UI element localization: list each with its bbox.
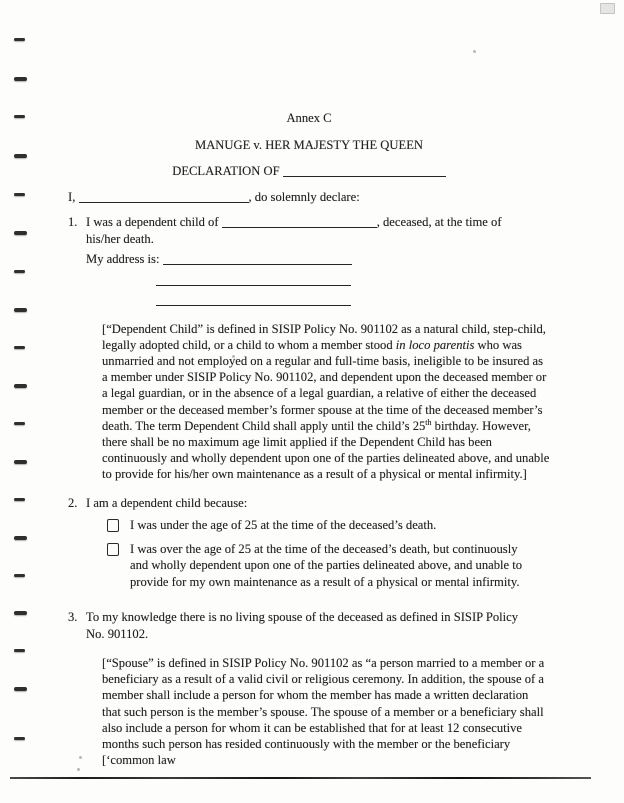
scan-dash-mark bbox=[14, 460, 27, 464]
scan-speck bbox=[473, 50, 476, 53]
address-blank-3[interactable] bbox=[156, 293, 351, 306]
scan-dash-mark bbox=[14, 611, 27, 615]
checkbox-option-under-25 bbox=[107, 517, 538, 534]
scan-dash-mark bbox=[14, 687, 27, 691]
text-segment: th bbox=[425, 417, 432, 427]
scan-dash-mark bbox=[14, 649, 25, 652]
scan-dash-mark bbox=[14, 193, 25, 196]
item-1-body bbox=[86, 214, 538, 309]
scan-dash-mark bbox=[14, 536, 27, 540]
annex-label: Annex C bbox=[286, 111, 332, 125]
item-1-text-before: I was a dependent child of bbox=[86, 215, 219, 229]
declaration-line bbox=[68, 163, 550, 180]
item-1-number: 1. bbox=[68, 215, 78, 229]
item-2-body bbox=[86, 495, 538, 598]
address-blank-2[interactable] bbox=[156, 273, 351, 286]
item-1-text-after: , deceased, at the time of his/her death. bbox=[86, 215, 502, 246]
address-row-3 bbox=[86, 292, 538, 309]
checkbox-option-over-25 bbox=[107, 541, 538, 591]
checkbox-icon[interactable] bbox=[107, 543, 119, 556]
case-title: MANUGE v. HER MAJESTY THE QUEEN bbox=[195, 137, 423, 152]
scan-dash-mark bbox=[14, 308, 27, 312]
scan-corner-mark bbox=[600, 3, 615, 14]
scan-dash-mark bbox=[14, 498, 25, 501]
scan-dash-mark bbox=[14, 346, 25, 349]
declarant-name-blank[interactable] bbox=[79, 190, 249, 203]
option-under-25-label: I was under the age of 25 at the time of the deceased’s death. bbox=[130, 518, 437, 533]
scan-dash-mark bbox=[14, 422, 25, 425]
scan-dash-mark bbox=[14, 38, 25, 41]
scan-dash-mark bbox=[14, 115, 25, 118]
item-1-text bbox=[86, 214, 538, 247]
scan-dash-mark bbox=[14, 154, 27, 158]
deceased-name-blank[interactable] bbox=[222, 215, 377, 228]
item-3 bbox=[68, 609, 550, 642]
text-segment: who was unmarried and not employed on a regular and full-time basis, ineligible to be insured as a member under SISIP Policy No. 901102, and dependent upon the deceased member or a legal guardian, or in the absence of a legal guardian, a relative of either the deceased member or the deceased member’s former spouse at the time of the deceased member’s death. The term Dependent Child shall apply until the child’s 25 bbox=[102, 337, 547, 433]
scan-dash-mark bbox=[14, 574, 25, 577]
address-row-1 bbox=[86, 251, 538, 268]
dependent-child-definition bbox=[102, 321, 550, 483]
opening-suffix: , do solemnly declare: bbox=[248, 189, 360, 204]
item-2 bbox=[68, 495, 550, 598]
address-label: My address is: bbox=[86, 252, 160, 266]
address-row-2 bbox=[86, 272, 538, 289]
opening-prefix: I, bbox=[68, 189, 76, 204]
scan-dash-mark bbox=[14, 737, 25, 740]
scan-dash-mark bbox=[14, 384, 27, 388]
text-segment: in loco parentis bbox=[395, 337, 475, 352]
text-segment: [“Spouse” is defined in SISIP Policy No. 901102 as “a person married to a member or a beneficiary as a result of a valid civil or religious ceremony. In addition, the spouse of a member shall include a person for whom the member has made a written declaration that such person is the member’s spouse. The spouse of a member or a beneficiary shall also include a person for whom it can be established that for at least 12 consecutive months such person has resided continuously with the member or the beneficiary [‘common law bbox=[102, 656, 545, 768]
item-3-number: 3. bbox=[68, 610, 78, 625]
checkbox-icon[interactable] bbox=[107, 519, 119, 532]
declarant-line bbox=[68, 189, 550, 206]
scan-dash-mark bbox=[14, 231, 27, 235]
scan-dash-mark bbox=[14, 270, 25, 273]
item-1 bbox=[68, 214, 550, 309]
text-segment: [“Dependent Child” is defined in SISIP Policy No. 901102 as a natural child, step-child, legally adopted child, or a child to whom a member stood bbox=[102, 321, 546, 352]
text-segment: birthday. However, there shall be no maximum age limit applied if the Dependent Child has been continuously and wholly dependent upon one of the parties delineated above, and unable to provide for his/her own maintenance as a result of a physical or mental infirmity.] bbox=[102, 418, 550, 482]
declaration-label: DECLARATION OF bbox=[172, 164, 280, 178]
option-over-25-label: I was over the age of 25 at the time of the deceased’s death, but continuously and wholly dependent upon one of the parties delineated above, and unable to provide for my own maintenance as a result of a physical or mental infirmity. bbox=[130, 541, 523, 589]
scan-dash-mark bbox=[14, 77, 27, 81]
document-content bbox=[68, 110, 550, 780]
address-blank-1[interactable] bbox=[163, 252, 352, 265]
item-2-text: I am a dependent child because: bbox=[86, 495, 248, 510]
item-3-text: To my knowledge there is no living spouse of the deceased as defined in SISIP Policy No. 901102. bbox=[86, 610, 519, 641]
declaration-name-blank[interactable] bbox=[283, 164, 446, 177]
spouse-definition bbox=[102, 655, 550, 768]
item-2-number: 2. bbox=[68, 495, 78, 510]
